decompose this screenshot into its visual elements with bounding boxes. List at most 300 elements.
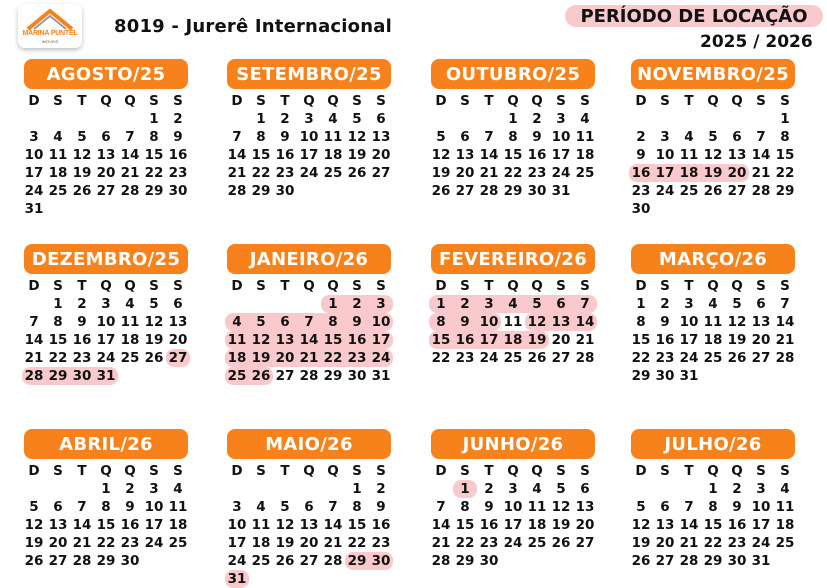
calendar-day: 8 bbox=[460, 499, 470, 515]
calendar-day: 28 bbox=[72, 553, 92, 569]
calendar-day: 16 bbox=[275, 147, 295, 163]
weekday-header: S bbox=[660, 463, 670, 479]
weekday-header: D bbox=[435, 93, 447, 109]
calendar-day: 1 bbox=[256, 111, 266, 127]
calendar-day: 13 bbox=[575, 499, 595, 515]
calendar-day: 22 bbox=[631, 350, 651, 366]
booked-day: 1 bbox=[453, 480, 477, 498]
calendar-day: 12 bbox=[275, 517, 295, 533]
booked-day: 23 bbox=[345, 349, 369, 367]
empty-cell bbox=[297, 295, 321, 313]
booked-day: 18 bbox=[225, 349, 249, 367]
calendar-day: 6 bbox=[173, 296, 183, 312]
calendar-day: 15 bbox=[347, 517, 367, 533]
weekday-header: Q bbox=[707, 463, 719, 479]
calendar-day: 4 bbox=[708, 296, 718, 312]
calendar-day: 19 bbox=[347, 147, 367, 163]
calendar-day: 6 bbox=[732, 129, 742, 145]
calendar-day: 14 bbox=[120, 147, 140, 163]
weekday-header: S bbox=[53, 463, 63, 479]
month-day-grid bbox=[429, 277, 607, 367]
booked-day: 3 bbox=[369, 295, 393, 313]
calendar-day: 23 bbox=[275, 165, 295, 181]
calendar-day: 2 bbox=[376, 481, 386, 497]
empty-cell bbox=[46, 110, 70, 128]
calendar-day: 27 bbox=[551, 350, 571, 366]
calendar-day: 27 bbox=[727, 183, 747, 199]
calendar-day: 20 bbox=[551, 332, 571, 348]
weekday-header: T bbox=[684, 278, 694, 294]
calendar-day: 3 bbox=[149, 481, 159, 497]
calendar-day: 5 bbox=[77, 129, 87, 145]
empty-cell bbox=[629, 110, 653, 128]
calendar-day: 17 bbox=[751, 517, 771, 533]
booked-day: 4 bbox=[225, 313, 249, 331]
empty-cell bbox=[477, 110, 501, 128]
calendar-day: 30 bbox=[275, 183, 295, 199]
weekday-header: D bbox=[28, 278, 40, 294]
booked-day: 20 bbox=[273, 349, 297, 367]
calendar-day: 6 bbox=[53, 499, 63, 515]
calendar-day: 7 bbox=[77, 499, 87, 515]
calendar-day: 9 bbox=[636, 147, 646, 163]
calendar-day: 12 bbox=[727, 314, 747, 330]
calendar-day: 18 bbox=[775, 517, 795, 533]
month-calendar bbox=[227, 59, 403, 200]
calendar-day: 13 bbox=[727, 147, 747, 163]
calendar-day: 4 bbox=[125, 296, 135, 312]
weekday-header: S bbox=[556, 278, 566, 294]
calendar-day: 24 bbox=[299, 165, 319, 181]
calendar-day: 9 bbox=[77, 314, 87, 330]
calendar-day: 15 bbox=[144, 147, 164, 163]
weekday-header: S bbox=[556, 93, 566, 109]
weekday-header: Q bbox=[507, 93, 519, 109]
calendar-day: 27 bbox=[275, 368, 295, 384]
booked-day: 1 bbox=[429, 295, 453, 313]
calendar-day: 5 bbox=[436, 129, 446, 145]
weekday-header: S bbox=[460, 93, 470, 109]
calendar-day: 24 bbox=[655, 183, 675, 199]
calendar-day: 5 bbox=[149, 296, 159, 312]
weekday-header: S bbox=[256, 463, 266, 479]
calendar-day: 21 bbox=[431, 535, 451, 551]
calendar-day: 6 bbox=[460, 129, 470, 145]
calendar-day: 28 bbox=[227, 183, 247, 199]
calendar-day: 26 bbox=[275, 553, 295, 569]
month-day-grid bbox=[429, 92, 607, 200]
calendar-day: 30 bbox=[120, 553, 140, 569]
calendar-day: 29 bbox=[455, 553, 475, 569]
empty-cell bbox=[273, 295, 297, 313]
calendar-day: 14 bbox=[24, 332, 44, 348]
calendar-day: 11 bbox=[168, 499, 188, 515]
calendar-day: 20 bbox=[168, 332, 188, 348]
weekday-header: S bbox=[352, 93, 362, 109]
period-badge bbox=[565, 5, 823, 27]
calendar-day: 3 bbox=[232, 499, 242, 515]
weekday-header: D bbox=[231, 463, 243, 479]
weekday-header: S bbox=[756, 93, 766, 109]
calendar-day: 12 bbox=[551, 499, 571, 515]
calendar-day: 5 bbox=[732, 296, 742, 312]
calendar-day: 10 bbox=[299, 129, 319, 145]
calendar-day: 22 bbox=[503, 165, 523, 181]
month-calendar bbox=[24, 59, 200, 218]
booked-day: 1 bbox=[321, 295, 345, 313]
weekday-header: Q bbox=[124, 278, 136, 294]
booked-day: 11 bbox=[225, 331, 249, 349]
calendar-day: 7 bbox=[436, 499, 446, 515]
weekday-header: T bbox=[684, 463, 694, 479]
weekday-header: S bbox=[149, 93, 159, 109]
calendar-day: 21 bbox=[479, 165, 499, 181]
calendar-day: 8 bbox=[53, 314, 63, 330]
weekday-header: Q bbox=[327, 463, 339, 479]
month-title: AGOSTO/25 bbox=[24, 59, 188, 89]
weekday-header: Q bbox=[531, 278, 543, 294]
booked-day: 9 bbox=[453, 313, 477, 331]
weekday-header: S bbox=[173, 278, 183, 294]
calendar-day: 26 bbox=[631, 553, 651, 569]
calendar-day: 22 bbox=[48, 350, 68, 366]
calendar-day: 15 bbox=[455, 517, 475, 533]
calendar-day: 7 bbox=[125, 129, 135, 145]
month-day-grid bbox=[22, 92, 200, 218]
booked-day: 18 bbox=[677, 164, 701, 182]
booked-day: 6 bbox=[273, 313, 297, 331]
calendar-day: 2 bbox=[125, 481, 135, 497]
calendar-day: 1 bbox=[101, 481, 111, 497]
booked-day: 12 bbox=[525, 313, 549, 331]
calendar-day: 25 bbox=[527, 535, 547, 551]
company-logo bbox=[18, 4, 82, 48]
month-title: MARÇO/26 bbox=[631, 244, 795, 274]
calendar-day: 22 bbox=[703, 535, 723, 551]
booked-day: 17 bbox=[477, 331, 501, 349]
calendar-day: 21 bbox=[575, 332, 595, 348]
empty-cell bbox=[453, 110, 477, 128]
calendar-day: 30 bbox=[727, 553, 747, 569]
weekday-header: T bbox=[77, 93, 87, 109]
booked-day: 2 bbox=[453, 295, 477, 313]
weekday-header: S bbox=[53, 93, 63, 109]
calendar-day: 14 bbox=[751, 147, 771, 163]
weekday-header: Q bbox=[327, 93, 339, 109]
calendar-day: 27 bbox=[371, 165, 391, 181]
calendar-day: 4 bbox=[53, 129, 63, 145]
calendar-day: 2 bbox=[173, 111, 183, 127]
calendar-day: 28 bbox=[479, 183, 499, 199]
calendar-day: 27 bbox=[575, 535, 595, 551]
calendar-day: 23 bbox=[72, 350, 92, 366]
booked-day: 29 bbox=[46, 367, 70, 385]
empty-cell bbox=[321, 480, 345, 498]
calendar-day: 22 bbox=[347, 535, 367, 551]
calendar-day: 3 bbox=[756, 481, 766, 497]
calendar-day: 28 bbox=[120, 183, 140, 199]
calendar-day: 8 bbox=[256, 129, 266, 145]
calendar-day: 11 bbox=[323, 129, 343, 145]
month-title: SETEMBRO/25 bbox=[227, 59, 391, 89]
calendar-day: 8 bbox=[708, 499, 718, 515]
calendar-day: 20 bbox=[48, 535, 68, 551]
calendar-day: 28 bbox=[323, 553, 343, 569]
month-title: JUNHO/26 bbox=[431, 429, 595, 459]
calendar-day: 2 bbox=[660, 296, 670, 312]
booked-day: 20 bbox=[725, 164, 749, 182]
empty-cell bbox=[46, 480, 70, 498]
calendar-day: 10 bbox=[751, 499, 771, 515]
calendar-day: 24 bbox=[227, 553, 247, 569]
weekday-header: S bbox=[352, 463, 362, 479]
calendar-day: 29 bbox=[323, 368, 343, 384]
calendar-day: 25 bbox=[48, 183, 68, 199]
empty-cell bbox=[629, 480, 653, 498]
weekday-header: D bbox=[435, 278, 447, 294]
booked-day: 24 bbox=[369, 349, 393, 367]
calendar-day: 13 bbox=[455, 147, 475, 163]
calendar-day: 6 bbox=[660, 499, 670, 515]
calendar-day: 20 bbox=[299, 535, 319, 551]
calendar-day: 25 bbox=[323, 165, 343, 181]
month-day-grid bbox=[22, 277, 200, 385]
booked-day: 7 bbox=[297, 313, 321, 331]
calendar-day: 18 bbox=[168, 517, 188, 533]
weekday-header: Q bbox=[731, 93, 743, 109]
calendar-day: 15 bbox=[631, 332, 651, 348]
calendar-day: 7 bbox=[29, 314, 39, 330]
calendar-day: 17 bbox=[96, 332, 116, 348]
empty-cell bbox=[273, 480, 297, 498]
booked-day: 12 bbox=[249, 331, 273, 349]
calendar-day: 25 bbox=[120, 350, 140, 366]
weekday-header: Q bbox=[303, 278, 315, 294]
calendar-day: 7 bbox=[684, 499, 694, 515]
calendar-day: 23 bbox=[479, 535, 499, 551]
month-day-grid bbox=[629, 277, 807, 385]
weekday-header: D bbox=[635, 93, 647, 109]
month-title: OUTUBRO/25 bbox=[431, 59, 595, 89]
calendar-day: 3 bbox=[660, 129, 670, 145]
weekday-header: T bbox=[484, 463, 494, 479]
calendar-day: 7 bbox=[232, 129, 242, 145]
calendar-day: 19 bbox=[24, 535, 44, 551]
weekday-header: Q bbox=[100, 93, 112, 109]
calendar-day: 17 bbox=[551, 147, 571, 163]
weekday-header: T bbox=[484, 93, 494, 109]
calendar-day: 7 bbox=[484, 129, 494, 145]
calendar-day: 25 bbox=[775, 535, 795, 551]
calendar-day: 23 bbox=[120, 535, 140, 551]
empty-cell bbox=[22, 295, 46, 313]
weekday-header: S bbox=[780, 463, 790, 479]
calendar-day: 11 bbox=[527, 499, 547, 515]
calendar-day: 24 bbox=[144, 535, 164, 551]
calendar-day: 14 bbox=[323, 517, 343, 533]
calendar-day: 3 bbox=[29, 129, 39, 145]
booked-day: 30 bbox=[70, 367, 94, 385]
booked-day: 15 bbox=[321, 331, 345, 349]
calendar-day: 11 bbox=[503, 314, 523, 330]
calendar-day: 20 bbox=[575, 517, 595, 533]
calendar-day: 7 bbox=[328, 499, 338, 515]
calendar-day: 22 bbox=[96, 535, 116, 551]
empty-cell bbox=[677, 480, 701, 498]
month-calendar bbox=[631, 244, 807, 385]
calendar-day: 3 bbox=[684, 296, 694, 312]
weekday-header: Q bbox=[507, 278, 519, 294]
month-day-grid bbox=[629, 92, 807, 218]
calendar-day: 20 bbox=[655, 535, 675, 551]
weekday-header: T bbox=[280, 93, 290, 109]
calendar-day: 16 bbox=[168, 147, 188, 163]
calendar-day: 23 bbox=[527, 165, 547, 181]
weekday-header: T bbox=[280, 278, 290, 294]
calendar-day: 21 bbox=[751, 165, 771, 181]
calendar-day: 24 bbox=[503, 535, 523, 551]
calendar-day: 26 bbox=[703, 183, 723, 199]
calendar-day: 14 bbox=[227, 147, 247, 163]
calendar-day: 8 bbox=[508, 129, 518, 145]
weekday-header: Q bbox=[531, 93, 543, 109]
calendar-day: 12 bbox=[144, 314, 164, 330]
calendar-day: 11 bbox=[775, 499, 795, 515]
calendar-day: 2 bbox=[280, 111, 290, 127]
calendar-day: 19 bbox=[431, 165, 451, 181]
calendar-day: 18 bbox=[575, 147, 595, 163]
calendar-day: 6 bbox=[101, 129, 111, 145]
month-day-grid bbox=[225, 462, 403, 588]
month-day-grid bbox=[22, 462, 200, 570]
calendar-day: 26 bbox=[727, 350, 747, 366]
property-title: 8019 - Jurerê Internacional bbox=[114, 16, 392, 37]
booked-day: 22 bbox=[321, 349, 345, 367]
booked-day: 14 bbox=[297, 331, 321, 349]
empty-cell bbox=[118, 110, 142, 128]
calendar-day: 27 bbox=[299, 553, 319, 569]
calendar-day: 6 bbox=[304, 499, 314, 515]
calendar-day: 21 bbox=[120, 165, 140, 181]
weekday-header: S bbox=[660, 278, 670, 294]
booked-day: 5 bbox=[525, 295, 549, 313]
calendar-day: 10 bbox=[144, 499, 164, 515]
calendar-day: 5 bbox=[556, 481, 566, 497]
empty-cell bbox=[701, 110, 725, 128]
booked-day: 6 bbox=[549, 295, 573, 313]
calendar-day: 8 bbox=[101, 499, 111, 515]
calendar-day: 16 bbox=[371, 517, 391, 533]
calendar-day: 14 bbox=[431, 517, 451, 533]
calendar-day: 31 bbox=[679, 368, 699, 384]
calendar-day: 1 bbox=[352, 481, 362, 497]
calendar-day: 31 bbox=[24, 201, 44, 217]
calendar-day: 16 bbox=[727, 517, 747, 533]
month-calendar bbox=[631, 59, 807, 218]
weekday-header: S bbox=[256, 93, 266, 109]
calendar-day: 5 bbox=[708, 129, 718, 145]
weekday-header: S bbox=[756, 278, 766, 294]
weekday-header: Q bbox=[303, 93, 315, 109]
calendar-day: 17 bbox=[299, 147, 319, 163]
booked-day: 8 bbox=[321, 313, 345, 331]
calendar-day: 29 bbox=[251, 183, 271, 199]
empty-cell bbox=[22, 110, 46, 128]
calendar-day: 22 bbox=[431, 350, 451, 366]
booked-day: 27 bbox=[166, 349, 190, 367]
empty-cell bbox=[94, 110, 118, 128]
booked-day: 14 bbox=[573, 313, 597, 331]
calendar-day: 20 bbox=[751, 332, 771, 348]
calendar-day: 4 bbox=[580, 111, 590, 127]
calendar-day: 28 bbox=[575, 350, 595, 366]
calendar-day: 9 bbox=[660, 314, 670, 330]
weekday-header: Q bbox=[731, 278, 743, 294]
calendar-day: 30 bbox=[347, 368, 367, 384]
calendar-day: 29 bbox=[703, 553, 723, 569]
calendar-day: 14 bbox=[72, 517, 92, 533]
calendar-day: 11 bbox=[575, 129, 595, 145]
calendar-day: 27 bbox=[751, 350, 771, 366]
calendar-day: 10 bbox=[655, 147, 675, 163]
weekday-header: S bbox=[173, 463, 183, 479]
calendar-day: 1 bbox=[780, 111, 790, 127]
booked-day: 10 bbox=[477, 313, 501, 331]
weekday-header: Q bbox=[731, 463, 743, 479]
booked-day: 31 bbox=[94, 367, 118, 385]
weekday-header: Q bbox=[327, 278, 339, 294]
month-calendar bbox=[227, 244, 403, 385]
month-calendar bbox=[227, 429, 403, 588]
calendar-day: 31 bbox=[371, 368, 391, 384]
booked-day: 13 bbox=[273, 331, 297, 349]
weekday-header: Q bbox=[303, 463, 315, 479]
month-day-grid bbox=[225, 277, 403, 385]
weekday-header: T bbox=[280, 463, 290, 479]
weekday-header: Q bbox=[707, 93, 719, 109]
weekday-header: T bbox=[77, 463, 87, 479]
calendar-day: 9 bbox=[532, 129, 542, 145]
weekday-header: T bbox=[684, 93, 694, 109]
calendar-day: 21 bbox=[679, 535, 699, 551]
booked-day: 8 bbox=[429, 313, 453, 331]
calendar-day: 24 bbox=[679, 350, 699, 366]
calendar-day: 21 bbox=[24, 350, 44, 366]
logo-text: MARINA PUNTEL bbox=[22, 30, 78, 37]
calendar-day: 10 bbox=[96, 314, 116, 330]
calendar-day: 12 bbox=[72, 147, 92, 163]
month-day-grid bbox=[629, 462, 807, 570]
booked-day: 4 bbox=[501, 295, 525, 313]
calendar-day: 15 bbox=[775, 147, 795, 163]
calendar-day: 22 bbox=[775, 165, 795, 181]
calendar-day: 15 bbox=[96, 517, 116, 533]
calendar-day: 11 bbox=[120, 314, 140, 330]
calendar-day: 21 bbox=[72, 535, 92, 551]
calendar-day: 9 bbox=[484, 499, 494, 515]
calendar-day: 20 bbox=[371, 147, 391, 163]
calendar-day: 2 bbox=[77, 296, 87, 312]
weekday-header: S bbox=[780, 93, 790, 109]
calendar-day: 19 bbox=[144, 332, 164, 348]
weekday-header: S bbox=[53, 278, 63, 294]
calendar-day: 26 bbox=[144, 350, 164, 366]
calendar-day: 2 bbox=[636, 129, 646, 145]
booked-day: 2 bbox=[345, 295, 369, 313]
empty-cell bbox=[225, 295, 249, 313]
calendar-day: 21 bbox=[323, 535, 343, 551]
month-calendar bbox=[24, 244, 200, 385]
